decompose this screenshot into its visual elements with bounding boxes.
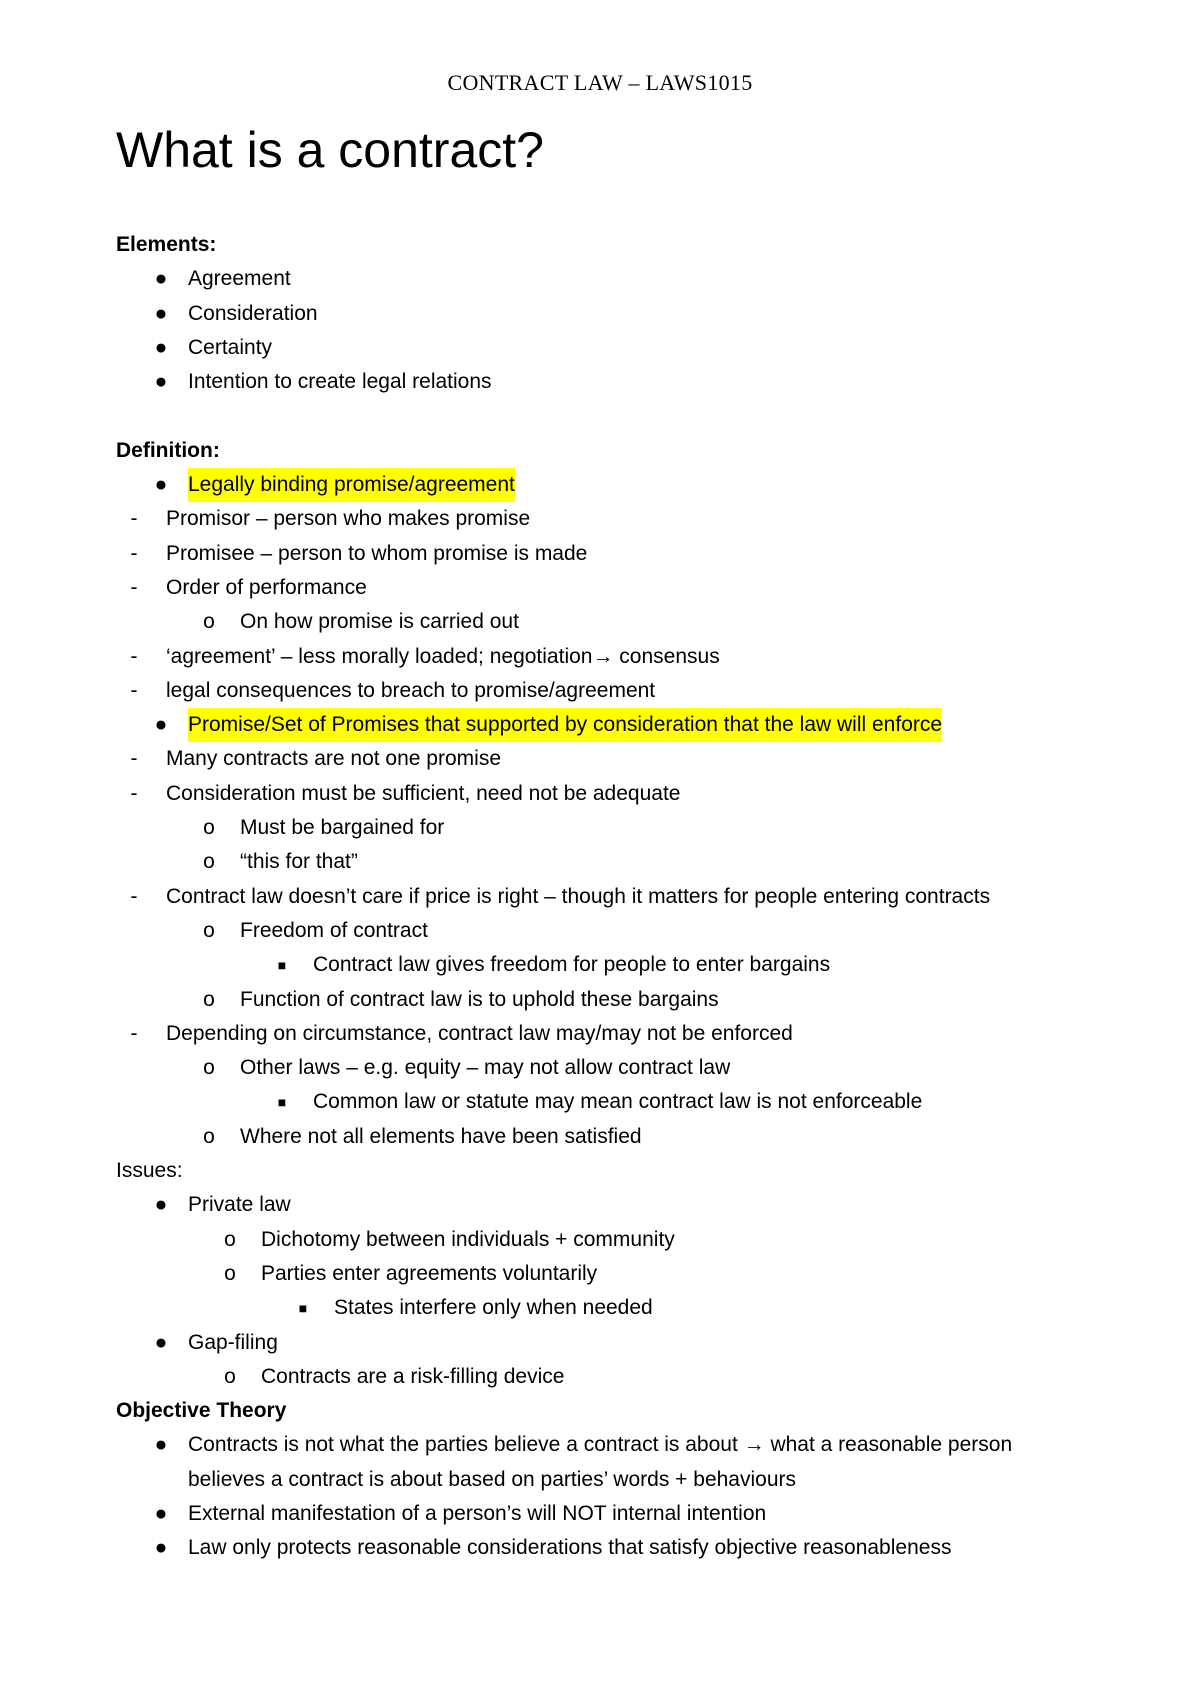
item-text: Many contracts are not one promise — [166, 747, 501, 771]
page-header: CONTRACT LAW – LAWS1015 — [447, 70, 753, 95]
bullet-marker: - — [130, 541, 138, 565]
list-item — [0, 777, 1200, 811]
list-item — [0, 1257, 1200, 1291]
heading-text: Objective Theory — [116, 1399, 287, 1423]
list-item — [0, 605, 1200, 639]
item-text: Promisee – person to whom promise is made — [166, 541, 588, 565]
bullet-marker: o — [203, 987, 215, 1011]
bullet-marker: ● — [154, 267, 168, 291]
item-text: Contracts is not what the parties believe a contract is about → what a reasonable person — [188, 1433, 1013, 1457]
section-heading — [0, 1154, 1200, 1188]
bullet-marker: - — [130, 781, 138, 805]
list-item — [0, 1497, 1200, 1531]
item-text: Must be bargained for — [240, 816, 445, 840]
bullet-marker: ● — [154, 713, 168, 737]
item-text: Law only protects reasonable considerations that satisfy objective reasonableness — [188, 1536, 952, 1560]
item-text: legal consequences to breach to promise/agreement — [166, 678, 656, 702]
item-text: Gap-filing — [188, 1330, 278, 1354]
list-item — [0, 1188, 1200, 1222]
item-text: Freedom of contract — [240, 918, 428, 942]
item-text: Parties enter agreements voluntarily — [261, 1261, 598, 1285]
heading-text: Definition: — [116, 438, 220, 462]
bullet-marker: o — [203, 610, 215, 634]
bullet-marker: ● — [154, 335, 168, 359]
bullet-marker: ■ — [298, 1300, 308, 1317]
item-text: Consideration must be sufficient, need not be adequate — [166, 781, 681, 805]
item-text: Contract law doesn’t care if price is right – though it matters for people entering contracts — [166, 884, 991, 908]
list-item — [0, 1326, 1200, 1360]
section-heading — [0, 434, 1200, 468]
list-item — [0, 331, 1200, 365]
bullet-marker: o — [203, 1056, 215, 1080]
bullet-marker: ● — [154, 301, 168, 325]
item-text: Contracts are a risk-filling device — [261, 1364, 565, 1388]
list-item — [0, 468, 1200, 502]
list-item — [0, 262, 1200, 296]
bullet-marker: ■ — [277, 957, 287, 974]
bullet-marker: - — [130, 747, 138, 771]
list-item — [0, 1051, 1200, 1085]
list-item — [0, 502, 1200, 536]
bullet-marker: o — [203, 816, 215, 840]
list-item — [0, 845, 1200, 879]
item-text: Private law — [188, 1193, 291, 1217]
list-item — [0, 1120, 1200, 1154]
item-text: Agreement — [188, 267, 291, 291]
list-item — [0, 708, 1200, 742]
heading-text: Issues: — [116, 1159, 183, 1183]
bullet-marker: ● — [154, 1501, 168, 1525]
bullet-marker: ● — [154, 473, 168, 497]
bullet-marker: ● — [154, 370, 168, 394]
item-text: Order of performance — [166, 575, 367, 599]
item-text: External manifestation of a person’s will NOT internal intention — [188, 1501, 767, 1525]
list-item — [0, 983, 1200, 1017]
list-item — [0, 948, 1200, 982]
bullet-marker: ● — [154, 1433, 168, 1457]
bullet-marker: - — [130, 575, 138, 599]
blank-line — [0, 399, 1200, 433]
list-item — [0, 880, 1200, 914]
list-item — [0, 571, 1200, 605]
item-text: Depending on circumstance, contract law may/may not be enforced — [166, 1021, 793, 1045]
bullet-marker: ● — [154, 1536, 168, 1560]
heading-text: Elements: — [116, 233, 217, 256]
item-text: Dichotomy between individuals + community — [261, 1227, 675, 1251]
item-text: Consideration — [188, 301, 318, 325]
bullet-marker: o — [203, 1124, 215, 1148]
item-text: States interfere only when needed — [334, 1296, 653, 1320]
item-text: Contract law gives freedom for people to enter bargains — [313, 953, 831, 977]
bullet-marker: o — [224, 1364, 236, 1388]
item-text: Certainty — [188, 335, 273, 359]
item-text: On how promise is carried out — [240, 610, 519, 634]
bullet-marker: ● — [154, 1193, 168, 1217]
item-text: believes a contract is about based on parties’ words + behaviours — [188, 1467, 796, 1491]
item-text: Legally binding promise/agreement — [188, 468, 515, 502]
list-item — [0, 297, 1200, 331]
list-item — [0, 1463, 1200, 1497]
section-heading — [0, 1394, 1200, 1428]
bullet-marker: ● — [154, 1330, 168, 1354]
list-item — [0, 1085, 1200, 1119]
notes-body — [0, 228, 1200, 1566]
list-item — [0, 914, 1200, 948]
page-title: What is a contract? — [116, 122, 544, 178]
list-item — [0, 1428, 1200, 1462]
list-item — [0, 365, 1200, 399]
list-item — [0, 1017, 1200, 1051]
bullet-marker: - — [130, 507, 138, 531]
bullet-marker: ■ — [277, 1094, 287, 1111]
item-text: Intention to create legal relations — [188, 370, 492, 394]
item-text: Promisor – person who makes promise — [166, 507, 531, 531]
list-item — [0, 640, 1200, 674]
list-item — [0, 1291, 1200, 1325]
list-item — [0, 1531, 1200, 1565]
item-text: Promise/Set of Promises that supported by consideration that the law will enforce — [188, 708, 942, 742]
bullet-marker: o — [203, 918, 215, 942]
list-item — [0, 1360, 1200, 1394]
bullet-marker: o — [203, 850, 215, 874]
bullet-marker: o — [224, 1261, 236, 1285]
bullet-marker: - — [130, 644, 138, 668]
item-text: Function of contract law is to uphold these bargains — [240, 987, 719, 1011]
bullet-marker: - — [130, 884, 138, 908]
bullet-marker: o — [224, 1227, 236, 1251]
bullet-marker: - — [130, 1021, 138, 1045]
item-text: “this for that” — [240, 850, 358, 874]
item-text: Where not all elements have been satisfied — [240, 1124, 642, 1148]
section-heading — [0, 228, 1200, 262]
list-item — [0, 811, 1200, 845]
item-text: ‘agreement’ – less morally loaded; negotiation→ consensus — [166, 644, 720, 668]
list-item — [0, 674, 1200, 708]
list-item — [0, 1223, 1200, 1257]
list-item — [0, 537, 1200, 571]
item-text: Other laws – e.g. equity – may not allow contract law — [240, 1056, 731, 1080]
item-text: Common law or statute may mean contract law is not enforceable — [313, 1090, 923, 1114]
list-item — [0, 742, 1200, 776]
bullet-marker: - — [130, 678, 138, 702]
